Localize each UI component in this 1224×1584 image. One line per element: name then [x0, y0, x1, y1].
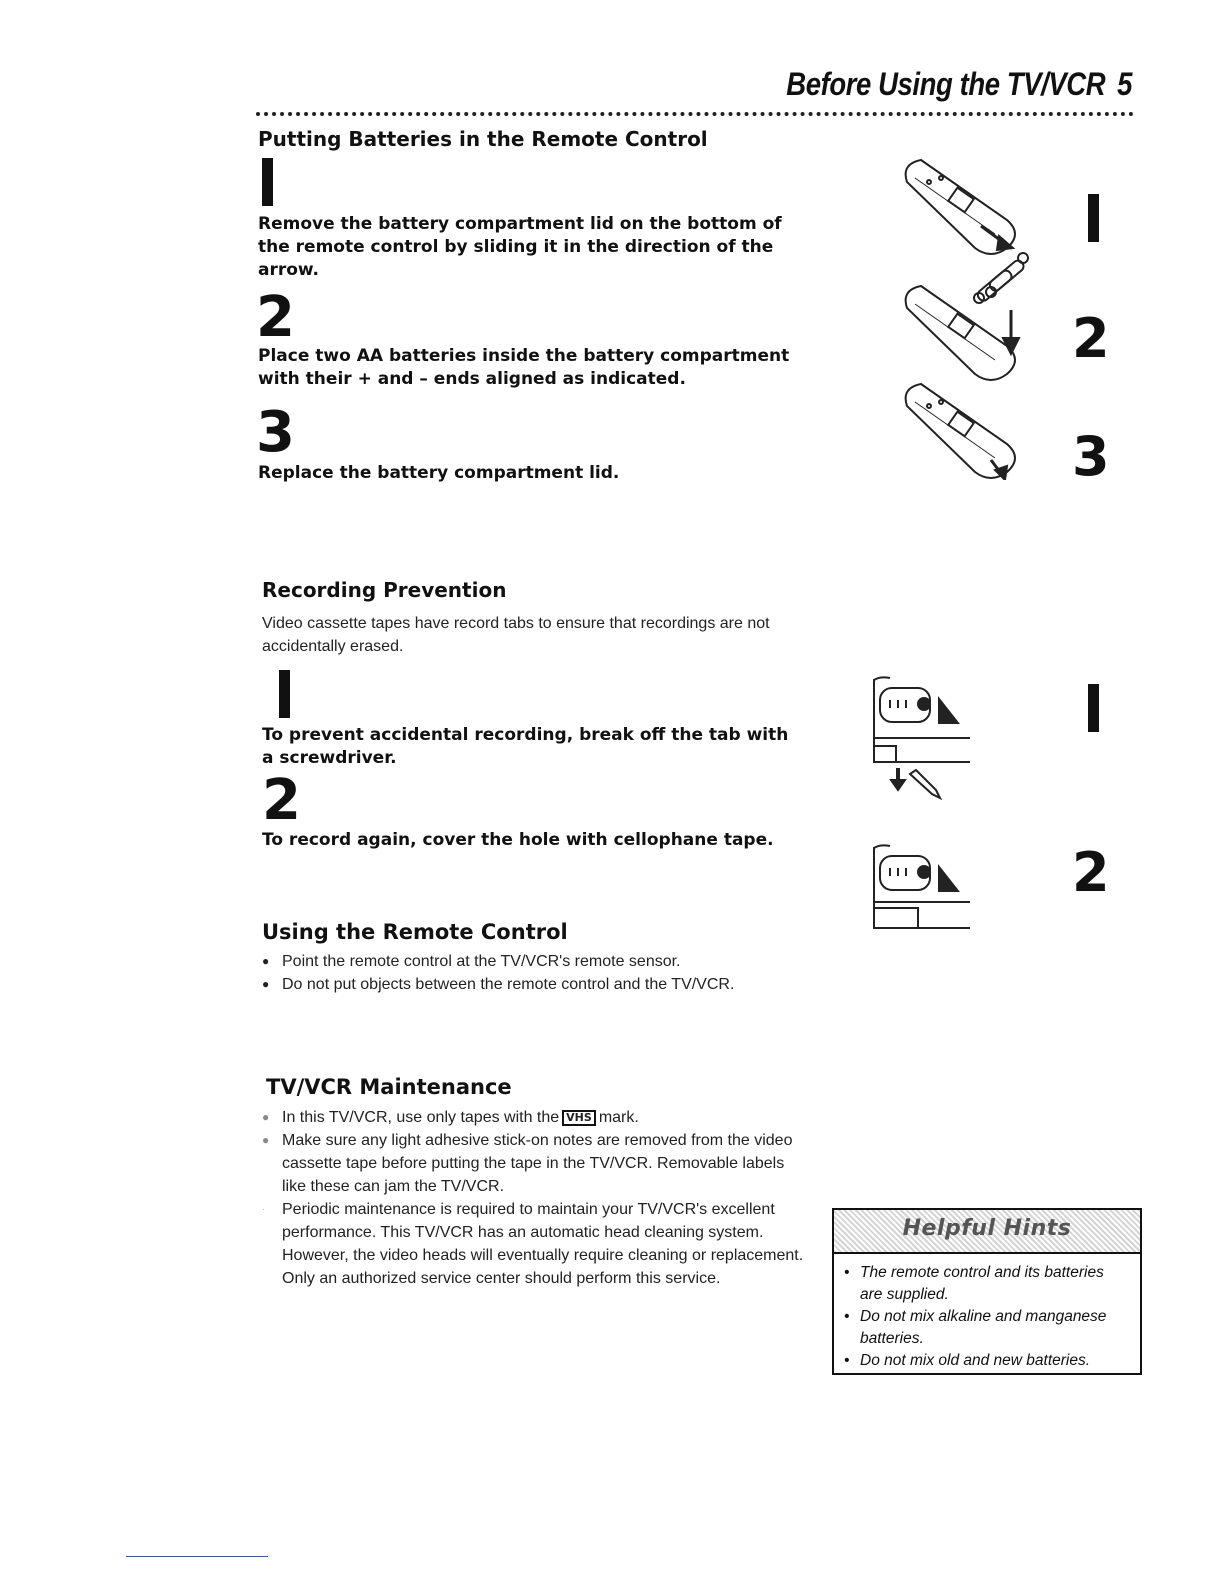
list-item: • Do not mix alkaline and manganese batteries.: [844, 1308, 1107, 1347]
batteries-section-title: Putting Batteries in the Remote Control: [258, 127, 708, 151]
remote-use-section-title: Using the Remote Control: [262, 920, 568, 944]
page-number: 5: [1117, 66, 1132, 102]
bullet-icon: ●: [262, 1133, 270, 1147]
recording-step-1-number: [279, 670, 290, 718]
page-title: Before Using the TV/VCR: [786, 66, 1106, 102]
batteries-step-2-number: 2: [256, 285, 295, 350]
bullet-icon: •: [844, 1352, 850, 1369]
bullet-icon: ·: [262, 1204, 265, 1214]
batteries-step-3-number: 3: [256, 400, 295, 465]
bullet-icon: ●: [262, 977, 270, 991]
cassette-break-tab-figure: [874, 677, 970, 798]
recording-step-1-text: To prevent accidental recording, break off the tab with a screwdriver.: [262, 725, 789, 768]
batteries-step-1-number: [262, 158, 273, 206]
cassette-tab-illustration: [870, 676, 980, 936]
recording-intro: Video cassette tapes have record tabs to ensure that recordings are not accidentally erased.: [262, 615, 770, 655]
batteries-step-2-text: Place two AA batteries inside the battery compartment with their + and – ends aligned as indicated.: [258, 346, 790, 389]
remote-lid-removal-figure: [906, 160, 1015, 254]
header-dotted-rule: [256, 112, 1134, 116]
list-item: · Periodic maintenance is required to maintain your TV/VCR's excellent performance. This TV/VCR has an automatic head cleaning system. However, the video heads will eventually require cleaning or replacement. Only an authorized service center should perform this service.: [260, 1198, 810, 1290]
helpful-hints-title: Helpful Hints: [902, 1216, 1072, 1241]
helpful-hints-list: [834, 1254, 1140, 1372]
helpful-hints-header: [834, 1210, 1140, 1254]
battery-insertion-figure: [906, 253, 1028, 380]
maintenance-list: [260, 1106, 810, 1290]
list-item: ● Point the remote control at the TV/VCR's remote sensor.: [260, 950, 760, 973]
remote-battery-illustration: [895, 150, 1045, 480]
list-item: ● In this TV/VCR, use only tapes with the VHS mark.: [260, 1106, 810, 1129]
batteries-figure-label-2: 2: [1072, 307, 1110, 370]
vhs-logo-icon: VHS: [562, 1110, 596, 1126]
batteries-figure-label-1: [1088, 194, 1099, 242]
list-item: • Do not mix old and new batteries.: [844, 1350, 1130, 1372]
recording-figure-label-1: [1088, 684, 1099, 732]
batteries-figure-label-3: 3: [1072, 425, 1110, 488]
remote-lid-replace-figure: [906, 384, 1015, 480]
batteries-step-3-text: Replace the battery compartment lid.: [258, 463, 620, 483]
recording-section-title: Recording Prevention: [262, 578, 507, 602]
bottom-rule: [126, 1556, 268, 1557]
list-item: • The remote control and its batteries are supplied.: [844, 1264, 1104, 1303]
bullet-icon: ●: [262, 954, 270, 968]
bullet-icon: •: [844, 1264, 850, 1281]
batteries-step-1-text: Remove the battery compartment lid on the bottom of the remote control by sliding it in the direction of the arrow.: [258, 214, 782, 280]
bullet-icon: ●: [262, 1110, 270, 1124]
recording-step-2-number: 2: [262, 768, 301, 833]
page-header: [786, 66, 1132, 103]
recording-figure-label-2: 2: [1072, 841, 1110, 904]
list-item: ● Do not put objects between the remote control and the TV/VCR.: [260, 973, 760, 996]
maintenance-section-title: TV/VCR Maintenance: [266, 1075, 512, 1099]
recording-step-2-text: To record again, cover the hole with cellophane tape.: [262, 830, 774, 850]
bullet-icon: •: [844, 1308, 850, 1325]
helpful-hints-box: [832, 1208, 1142, 1375]
list-item: ● Make sure any light adhesive stick-on notes are removed from the video cassette tape before putting the tape in the TV/VCR. Removable labels like these can jam the TV/VCR.: [260, 1129, 810, 1198]
cassette-tape-cover-figure: [874, 845, 970, 928]
remote-use-list: [260, 950, 760, 996]
